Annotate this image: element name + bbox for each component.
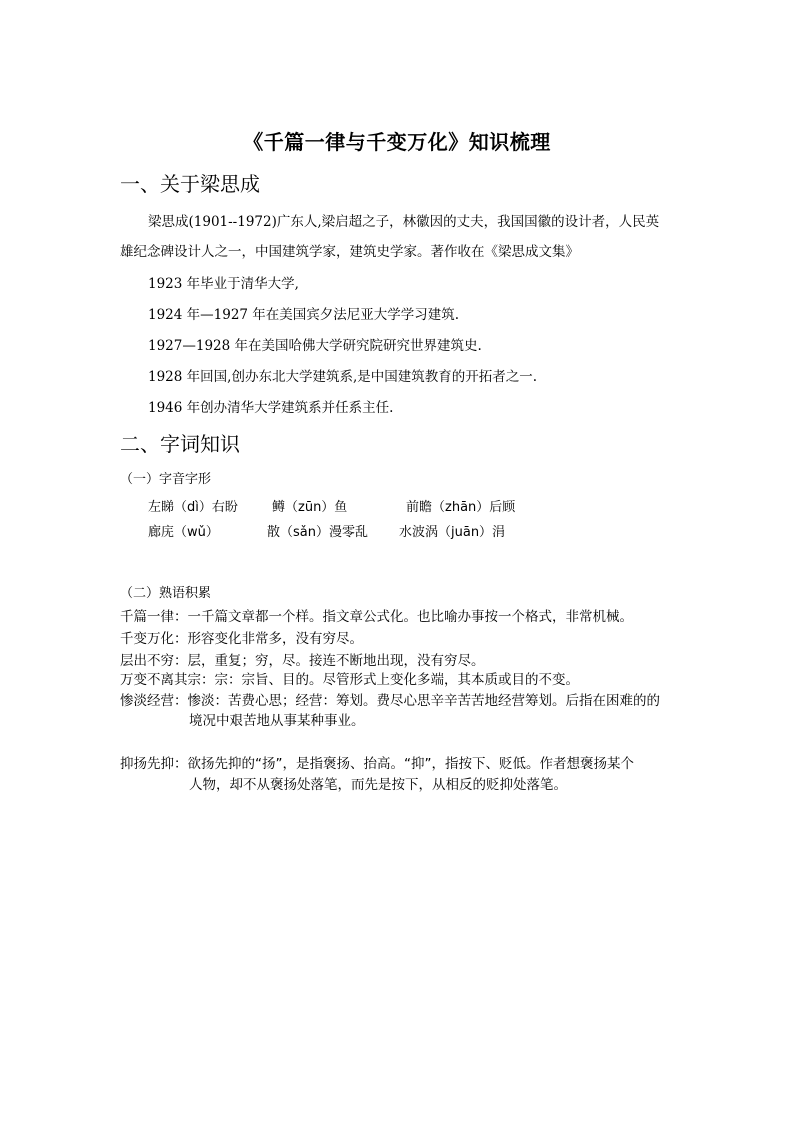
char-item: 鳟（zūn）鱼 bbox=[272, 500, 348, 515]
intro-line-2: 雄纪念碑设计人之一，中国建筑学家，建筑史学家。著作收在《梁思成文集》 bbox=[120, 244, 579, 260]
section-heading-liang-sicheng: 一、关于梁思成 bbox=[120, 172, 260, 196]
section-heading-vocabulary: 二、字词知识 bbox=[120, 432, 240, 456]
subheading-idioms: （二）熟语积累 bbox=[120, 586, 212, 601]
intro-line-1: 梁思成(1901--1972)广东人,梁启超之子，林徽因的丈夫，我国国徽的设计者，人民英 bbox=[148, 214, 660, 230]
idiom-entry: 万变不离其宗：宗：宗旨、目的。尽管形式上变化多端，其本质或目的不变。 bbox=[120, 672, 579, 688]
char-item: 水波涡（juān）涓 bbox=[399, 525, 506, 540]
subheading-pronunciation: （一）字音字形 bbox=[120, 472, 212, 487]
char-item: 左睇（dì）右盼 bbox=[148, 500, 238, 515]
idiom-entry: 千变万化：形容变化非常多，没有穷尽。 bbox=[120, 631, 363, 647]
page-title: 《千篇一律与千变万化》知识梳理 bbox=[243, 130, 551, 154]
timeline-item: 1923 年毕业于清华大学, bbox=[148, 276, 299, 292]
idiom-entry: 千篇一律：一千篇文章都一个样。指文章公式化。也比喻办事按一个格式，非常机械。 bbox=[120, 609, 633, 625]
timeline-item: 1928 年回国,创办东北大学建筑系,是中国建筑教育的开拓者之一. bbox=[148, 369, 538, 385]
yiyang-line-1: 抑扬先抑：欲扬先抑的“扬”，是指褒扬、抬高。“抑”，指按下、贬低。作者想褒扬某个 bbox=[120, 756, 634, 772]
timeline-item: 1927—1928 年在美国哈佛大学研究院研究世界建筑史. bbox=[148, 338, 482, 354]
char-item: 廊庑（wǔ） bbox=[148, 525, 219, 540]
yiyang-line-2: 人物，却不从褒扬处落笔，而先是按下，从相反的贬抑处落笔。 bbox=[189, 777, 567, 793]
idiom-entry: 惨淡经营：惨淡：苦费心思；经营：筹划。费尽心思辛辛苦苦地经营筹划。后指在困难的的 bbox=[120, 693, 660, 709]
timeline-item: 1924 年—1927 年在美国宾夕法尼亚大学学习建筑. bbox=[148, 307, 460, 323]
timeline-item: 1946 年创办清华大学建筑系并任系主任. bbox=[148, 400, 394, 416]
idiom-entry: 层出不穷：层，重复；穷，尽。接连不断地出现，没有穷尽。 bbox=[120, 653, 485, 669]
char-item: 散（sǎn）漫零乱 bbox=[267, 525, 368, 540]
idiom-entry-continuation: 境况中艰苦地从事某种事业。 bbox=[189, 713, 365, 729]
char-item: 前瞻（zhān）后顾 bbox=[406, 500, 516, 515]
